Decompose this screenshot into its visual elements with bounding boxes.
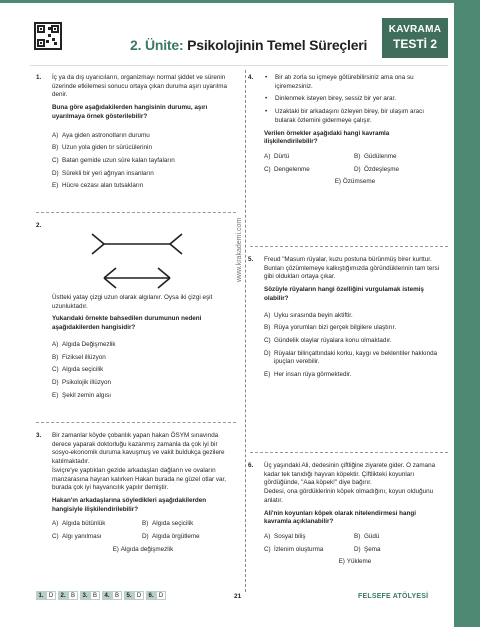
question-6 [248,462,444,571]
option-a[interactable]: A) Dürtü [264,152,290,160]
question-prompt: Yukarıdaki örnekte bahsedilen durumunun nedeni aşağıdakilerden hangisidir? [52,315,202,332]
answer-key-item: 3. B [80,591,100,600]
option-a[interactable]: A) Sosyal biliş [264,532,306,540]
option-e[interactable]: E) Hücre cezası alan tutsakların [52,182,144,190]
question-separator [250,452,448,453]
test-badge [382,18,448,58]
question-text-2: Dedesi, ona gördüklerinin köpek olmadığını, koyun olduğunu anlatır. [264,488,434,504]
question-1 [36,74,232,195]
unit-prefix: 2. Ünite: [130,37,184,53]
question-text: İç ya da dış uyarıcıların, organizmayı normal şiddet ve sürenin üzerinde etkilemesi sonucu ortaya çıkan duruma aşırı uyarılma denir. [52,74,227,99]
qr-code-icon[interactable] [34,22,62,50]
question-number: 6. [248,462,254,469]
option-d[interactable]: D) Özdeşleşme [354,165,399,173]
option-b[interactable]: B) Güdü [354,532,380,540]
option-e[interactable]: E) Şekil zemin algısı [52,391,111,399]
question-2 [36,222,232,404]
question-text: Üç yaşındaki Ali, dedesinin çiftliğine ziyarete gider. O zamana kadar tek tanıdığı hayvan köpektir. Çiftlikteki koyunları gördüğünde, "Aaa köpek!" diye bağırır. [264,462,436,487]
option-e[interactable]: E) Yükleme [338,558,372,566]
option-c[interactable]: C) Algıda seçicilik [52,366,104,374]
option-b[interactable]: B) Güdülenme [354,152,397,160]
option-e[interactable]: E) Özümseme [334,178,376,186]
option-c[interactable]: C) Dengelenme [264,165,310,173]
option-d[interactable]: D) Rüyalar bilinçaltındaki korku, kaygı ve beklentiler hakkında ipuçları verebilir. [264,349,438,366]
option-b[interactable]: B) Fiziksel illüzyon [52,353,106,361]
option-c[interactable]: C) Gündelik olaylar rüyalara konu olmaktadır. [264,336,392,344]
footer-brand: FELSEFE ATÖLYESİ [358,593,429,600]
option-b[interactable]: B) Rüya yorumları bizi gerçek bilgilere ulaştırır. [264,324,397,332]
option-a[interactable]: A) Algıda Değişmezlik [52,340,116,348]
option-a[interactable]: A) Aya giden astronotların durumu [52,131,150,139]
page-number: 21 [234,593,242,600]
option-e[interactable]: E) Algıda değişmezlik [112,545,174,553]
muller-lyer-illusion-figure [82,226,202,290]
answer-key-item: 2. B [58,591,78,600]
bullet-item: • Bir atı zorla su içmeye götürebilirsiniz ama ona su içiremezsiniz. [264,74,444,91]
question-text: Freud "Masum rüyalar, kuzu postuna bürünmüş birer kurttur. Bunları çözümlemeye kalkıştığımızda göründüklerinin tam tersi gibi oldukları ortaya çıkar. [264,256,439,281]
answer-key-item: 5. D [124,591,144,600]
question-4 [248,74,444,191]
answer-key-item: 1. D [36,591,56,600]
answer-key-item: 4. B [102,591,122,600]
badge-line-2: TESTİ 2 [392,37,437,51]
question-text-2: İsviçre'ye yaptıkları gezide arkadaşları dağların ve ovaların manzarasına hayran kalırken Hakan burada ne güzel otlar var, burada çok iyi hayvancılık yapılır demiştir. [52,466,226,492]
answer-key-item: 6. D [146,591,166,600]
question-number: 3. [36,432,42,439]
question-prompt: Ali'nin koyunları köpek olarak nitelendirmesi hangi kavramla açıklanabilir? [264,509,416,526]
option-b[interactable]: B) Algıda seçicilik [142,520,194,528]
column-divider [245,70,246,592]
bullet-item: • Dinlenmek isteyen birey, sessiz bir yer arar. [264,95,444,104]
question-text: Üstteki yatay çizgi uzun olarak algılanır. Oysa iki çizgi eşit uzunluktadır. [52,294,213,310]
question-text: Bir zamanlar köyde çobanlık yapan hakan ÖSYM sınavında derece yaparak doktorluğu kazanmış zamanla da çok iyi bir sosyo-ekonomik duruma kavuşmuş ve vakit buldukça gezilere katılmaktadır. [52,432,225,466]
page-title [130,37,367,53]
question-number: 2. [36,222,42,229]
question-3 [36,432,232,558]
option-e[interactable]: E) Her insan rüya görmektedir. [264,371,352,379]
question-prompt: Verilen örnekler aşağıdaki hangi kavramla ilişkilendirilebilir? [264,129,390,146]
option-d[interactable]: D) Sürekli bir yeri ağrıyan insanların [52,169,154,177]
question-prompt: Hakan'ın arkadaşlarına söyledikleri aşağıdakilerden hangisiyle ilişkilendirilebilir? [52,496,207,513]
question-separator [36,212,236,213]
option-c[interactable]: C) Batan gemide uzun süre kalan tayfaların [52,156,175,164]
question-separator [250,246,448,247]
unit-name: Psikolojinin Temel Süreçleri [187,37,368,53]
option-a[interactable]: A) Algıda bütünlük [52,520,106,528]
option-d[interactable]: D) Psikolojik illüzyon [52,378,111,386]
option-d[interactable]: D) Şema [354,545,381,553]
side-green-bar [454,0,480,627]
option-b[interactable]: B) Uzun yola giden tır sürücülerinin [52,144,152,152]
top-stripe [0,0,454,3]
question-prompt: Buna göre aşağıdakilerden hangisinin durumu, aşırı uyarılmaya örnek gösterilebilir? [52,104,208,120]
option-d[interactable]: D) Algıda örgütleme [142,533,200,541]
question-separator [36,422,236,423]
question-5 [248,256,444,384]
header-divider [30,65,448,66]
badge-line-1: KAVRAMA [388,24,442,35]
option-c[interactable]: C) Algı yanılması [52,533,102,541]
question-number: 1. [36,74,42,81]
option-a[interactable]: A) Uyku sırasında beyin aktiftir. [264,311,353,319]
question-number: 5. [248,256,254,263]
bullet-item: • Uzaktaki bir arkadaşını özleyen birey, bir ulaşım aracı bularak özlemini gidermeye çalışır. [264,108,444,125]
option-c[interactable]: C) İzlenim oluşturma [264,545,324,553]
question-prompt: Sözüyle rüyaların hangi özelliğini vurgulamak istemiş olabilir? [264,286,424,302]
answer-key [36,591,166,600]
watermark: www.krakademi.com [236,217,243,282]
question-number: 4. [248,74,254,81]
